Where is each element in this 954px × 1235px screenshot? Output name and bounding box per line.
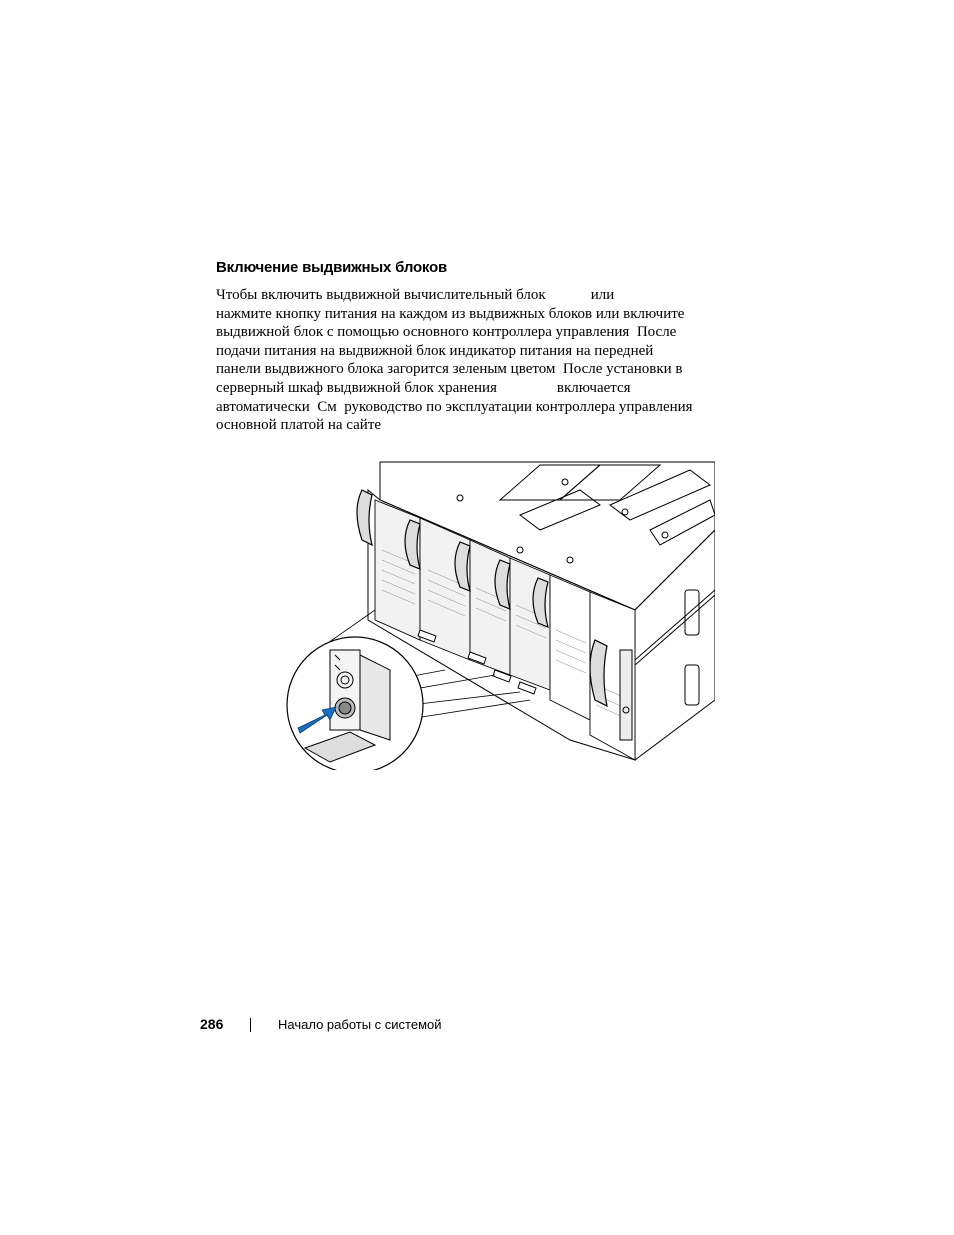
magnified-detail: [287, 637, 423, 770]
paragraph-line: серверный шкаф выдвижной блок хранения включается: [216, 379, 631, 396]
paragraph-line: Чтобы включить выдвижной вычислительный блок или: [216, 287, 615, 303]
paragraph-line: выдвижной блок с помощью основного контроллера управления После: [216, 324, 677, 341]
chapter-title: Начало работы с системой: [278, 1017, 442, 1032]
sled-power-illustration: [270, 460, 715, 770]
body-paragraph: [216, 286, 726, 435]
paragraph-line: автоматически См руководство по эксплуатации контроллера управления: [216, 398, 693, 415]
page-number: 286: [200, 1016, 224, 1032]
paragraph-line: подачи питания на выдвижной блок индикатор питания на передней: [216, 342, 654, 359]
paragraph-line: нажмите кнопку питания на каждом из выдвижных блоков или включите: [216, 305, 685, 322]
paragraph-line: панели выдвижного блока загорится зеленым цветом После установки в: [216, 361, 683, 378]
footer-separator: [250, 1018, 251, 1032]
section-heading: Включение выдвижных блоков: [216, 259, 448, 276]
paragraph-line: основной платой на сайте: [216, 417, 382, 434]
control-panel: [620, 650, 632, 740]
